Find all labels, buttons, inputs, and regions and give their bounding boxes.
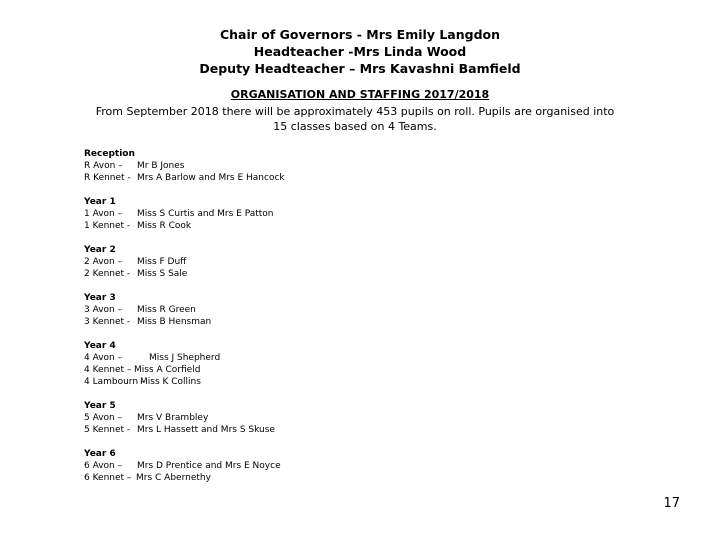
class-name: 2 Kennet - bbox=[84, 269, 131, 279]
class-teachers: Mrs C Abernethy bbox=[136, 473, 211, 483]
class-group bbox=[84, 448, 281, 484]
class-row bbox=[84, 364, 201, 376]
class-name: 6 Avon – bbox=[84, 461, 123, 471]
class-teachers: Mrs L Hassett and Mrs S Skuse bbox=[137, 425, 275, 435]
headteacher: Headteacher -Mrs Linda Wood bbox=[253, 44, 467, 59]
class-teachers: Miss F Duff bbox=[137, 257, 187, 267]
class-row bbox=[84, 352, 221, 364]
class-teachers: Miss J Shepherd bbox=[149, 353, 221, 363]
class-name: 2 Avon – bbox=[84, 257, 123, 267]
class-group bbox=[84, 244, 188, 280]
group-title: Reception bbox=[84, 149, 135, 159]
class-name: 1 Avon – bbox=[84, 209, 123, 219]
class-row bbox=[84, 220, 192, 232]
class-group bbox=[84, 196, 274, 232]
class-teachers: Miss A Corfield bbox=[134, 365, 201, 375]
group-title: Year 3 bbox=[84, 293, 116, 303]
section-title: ORGANISATION AND STAFFING 2017/2018 bbox=[230, 88, 490, 101]
class-teachers: Miss K Collins bbox=[140, 377, 201, 387]
group-title: Year 1 bbox=[84, 197, 116, 207]
class-teachers: Miss B Hensman bbox=[137, 317, 212, 327]
class-name: 4 Lambourn - bbox=[84, 377, 145, 387]
class-row bbox=[84, 268, 188, 280]
class-name: 6 Kennet – bbox=[84, 473, 132, 483]
class-group bbox=[84, 400, 275, 436]
deputy-headteacher: Deputy Headteacher – Mrs Kavashni Bamfield bbox=[199, 61, 521, 76]
class-name: 5 Avon – bbox=[84, 413, 123, 423]
class-row bbox=[84, 160, 185, 172]
class-teachers: Miss S Curtis and Mrs E Patton bbox=[137, 209, 274, 219]
class-row bbox=[84, 424, 275, 436]
class-teachers: Miss R Green bbox=[137, 305, 196, 315]
class-row bbox=[84, 460, 281, 472]
class-row bbox=[84, 208, 274, 220]
class-name: 1 Kennet - bbox=[84, 221, 131, 231]
document-header bbox=[0, 26, 720, 77]
class-row bbox=[84, 172, 285, 184]
chair-of-governors: Chair of Governors - Mrs Emily Langdon bbox=[219, 27, 501, 42]
class-row bbox=[84, 412, 209, 424]
class-name: 4 Kennet – bbox=[84, 365, 132, 375]
class-list bbox=[84, 148, 285, 496]
class-row bbox=[84, 316, 212, 328]
class-group bbox=[84, 340, 221, 388]
class-teachers: Mrs V Brambley bbox=[137, 413, 209, 423]
class-teachers: Mrs D Prentice and Mrs E Noyce bbox=[137, 461, 281, 471]
class-teachers: Miss S Sale bbox=[137, 269, 188, 279]
class-name: 5 Kennet - bbox=[84, 425, 131, 435]
class-name: 4 Avon – bbox=[84, 353, 123, 363]
class-row bbox=[84, 376, 201, 388]
class-name: 3 Avon – bbox=[84, 305, 123, 315]
intro-paragraph: From September 2018 there will be approximately 453 pupils on roll. Pupils are organised into 15 classes based on 4 Teams. bbox=[95, 105, 615, 133]
class-teachers: Mrs A Barlow and Mrs E Hancock bbox=[137, 173, 285, 183]
class-group bbox=[84, 292, 212, 328]
class-row bbox=[84, 472, 211, 484]
class-row bbox=[84, 256, 187, 268]
class-row bbox=[84, 304, 196, 316]
group-title: Year 2 bbox=[84, 245, 116, 255]
class-name: R Kennet - bbox=[84, 173, 131, 183]
class-teachers: Miss R Cook bbox=[137, 221, 192, 231]
class-group bbox=[84, 148, 285, 184]
class-name: 3 Kennet - bbox=[84, 317, 131, 327]
class-teachers: Mr B Jones bbox=[137, 161, 185, 171]
group-title: Year 4 bbox=[84, 341, 116, 351]
group-title: Year 5 bbox=[84, 401, 116, 411]
group-title: Year 6 bbox=[84, 449, 116, 459]
page-number: 17 bbox=[663, 496, 680, 511]
class-name: R Avon – bbox=[84, 161, 123, 171]
